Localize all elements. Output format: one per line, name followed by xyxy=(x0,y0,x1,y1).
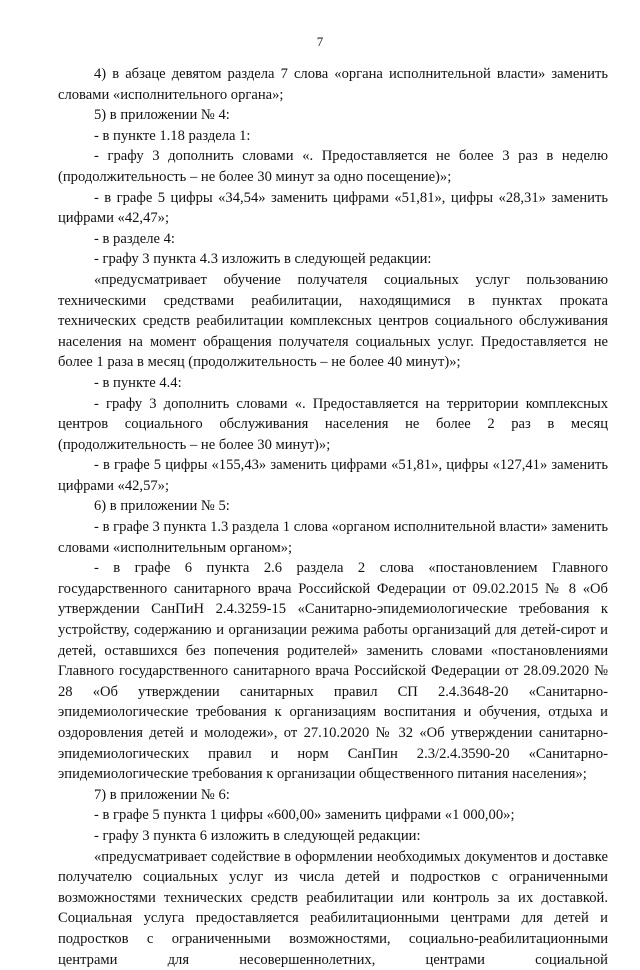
paragraph-item-2-6: - в графе 6 пункта 2.6 раздела 2 слова «постановлением Главного государственного санитарного врача Российской Федерации от 09.02.2015 № 8 «Об утверждении СанПиН 2.4.3259-15 «Санитарно-эпидемиологические требования к устройству, содержанию и организации режима работы организаций для детей-сирот и детей, оставшихся без попечения родителей» заменить словами «постановлениями Главного государственного санитарного врача Российской Федерации от 28.09.2020 № 28 «Об утверждении санитарных правил СП 2.4.3648-20 «Санитарно-эпидемиологические требования к организациям воспитания и обучения, отдыха и оздоровления детей и молодежи», от 27.10.2020 № 32 «Об утверждении санитарно-эпидемиологических правил и норм СанПин 2.3/2.4.3590-20 «Санитарно-эпидемиологические требования к организации общественного питания населения»; xyxy=(58,560,608,783)
paragraph-section-4: - в разделе 4: xyxy=(94,230,175,247)
paragraph-item-1-3: - в графе 3 пункта 1.3 раздела 1 слова «органом исполнительной власти» заменить словами «исполнительным органом»; xyxy=(58,519,608,556)
document-body xyxy=(58,64,608,970)
paragraph-item-1-column-5: - в графе 5 пункта 1 цифры «600,00» заменить цифрами «1 000,00»; xyxy=(94,807,515,824)
page-number: 7 xyxy=(316,34,324,49)
paragraph-item-4-4-column-5: - в графе 5 цифры «155,43» заменить цифрами «51,81», цифры «127,41» заменить цифрами «42,57»; xyxy=(58,457,608,494)
paragraph-appendix-4: 5) в приложении № 4: xyxy=(94,107,230,124)
paragraph-item-4-3-heading: - графу 3 пункта 4.3 изложить в следующей редакции: xyxy=(94,251,432,268)
paragraph-column-5-figures: - в графе 5 цифры «34,54» заменить цифрами «51,81», цифры «28,31» заменить цифрами «42,47»; xyxy=(58,189,608,227)
paragraph-item-6-text: «предусматривает содействие в оформлении необходимых документов и доставке получателю социальных услуг из числа детей и подростков с ограниченными возможностями технических средств реабилитации или контроль за их доставкой. Социальная услуга предоставляется реабилитационными центрами для детей и подростков с ограниченными возможностями, социально-реабилитационными центрами для несовершеннолетних, центрами социальной xyxy=(58,848,608,968)
paragraph-amend-section-7: 4) в абзаце девятом раздела 7 слова «органа исполнительной власти» заменить словами «исполнительного органа»; xyxy=(58,66,608,103)
paragraph-item-6-heading: - графу 3 пункта 6 изложить в следующей редакции: xyxy=(94,827,421,844)
paragraph-appendix-6: 7) в приложении № 6: xyxy=(94,786,230,803)
paragraph-item-4-4: - в пункте 4.4: xyxy=(94,374,182,391)
paragraph-item-1-18: - в пункте 1.18 раздела 1: xyxy=(94,127,251,144)
paragraph-item-4-3-text: «предусматривает обучение получателя социальных услуг пользованию техническими средствами реабилитации, находящимися в пунктах проката технических средств реабилитации комплексных центров социального обслуживания населения на момент обращения получателя социальных услуг. Предоставляется не более 1 раза в месяц (продолжительность – не более 40 минут)»; xyxy=(58,271,608,371)
paragraph-column-3-addition: - графу 3 дополнить словами «. Предоставляется не более 3 раз в неделю (продолжительность – не более 30 минут за одно посещение)»; xyxy=(58,148,608,185)
paragraph-item-4-4-column-3: - графу 3 дополнить словами «. Предоставляется на территории комплексных центров социального обслуживания населения не более 2 раз в месяц (продолжительность – не более 30 минут)»; xyxy=(58,395,608,453)
paragraph-appendix-5: 6) в приложении № 5: xyxy=(94,498,230,515)
